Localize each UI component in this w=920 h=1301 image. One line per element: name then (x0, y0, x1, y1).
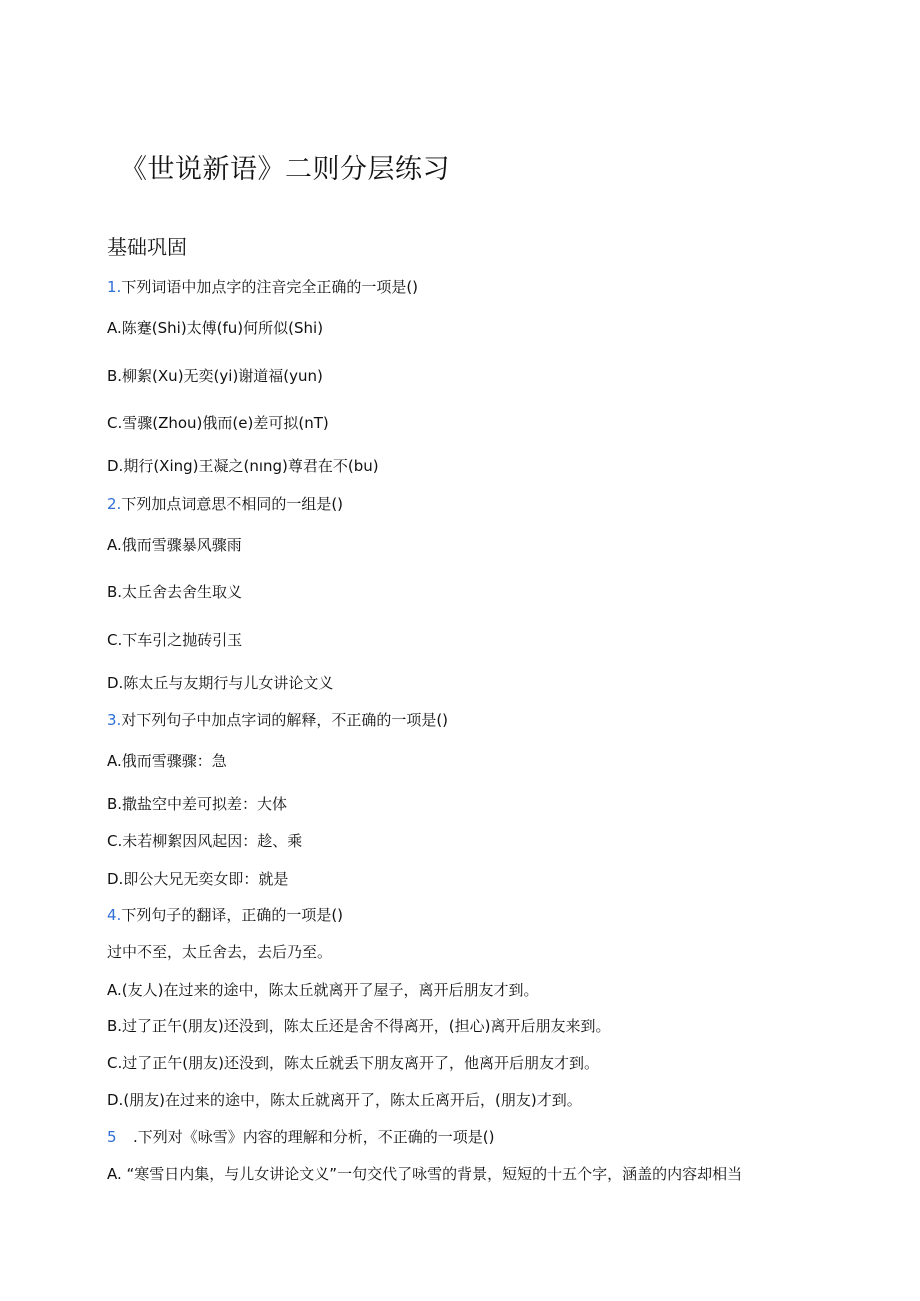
quoted-sentence: 过中不至，太丘舍去，去后乃至。 (107, 943, 333, 961)
question-2-stem (107, 494, 343, 514)
question-text: 对下列句子中加点字词的解释，不正确的一项是() (121, 711, 449, 729)
question-number: 4. (107, 906, 122, 924)
question-1-stem (107, 277, 418, 297)
question-number: 3. (107, 711, 122, 729)
option-c: C.雪骤(Zhou)俄而(e)差可拟(nT) (107, 414, 329, 432)
option-c: C.未若柳絮因风起因：趁、乘 (107, 832, 303, 850)
section-heading: 基础巩固 (107, 235, 187, 259)
option-a: A.陈蹇(Shi)太傅(fu)何所似(Shi) (107, 319, 324, 337)
option-d: D.(朋友)在过来的途中，陈太丘就离开了，陈太丘离开后，(朋友)才到。 (107, 1091, 582, 1109)
question-text: .下列对《咏雪》内容的理解和分析，不正确的一项是() (133, 1128, 495, 1146)
question-5-stem (107, 1127, 494, 1147)
option-b: B.撒盐空中差可拟差：大体 (107, 795, 288, 813)
option-c: C.过了正午(朋友)还没到，陈太丘就丢下朋友离开了，他离开后朋友才到。 (107, 1054, 599, 1072)
option-b: B.太丘舍去舍生取义 (107, 583, 243, 601)
question-number: 1. (107, 278, 122, 296)
question-4-stem (107, 905, 343, 925)
question-text: 下列加点词意思不相同的一组是() (121, 495, 344, 513)
option-a: A.(友人)在过来的途中，陈太丘就离开了屋子，离开后朋友才到。 (107, 981, 539, 999)
option-c: C.下车引之抛砖引玉 (107, 631, 243, 649)
question-number: 2. (107, 495, 122, 513)
question-text: 下列词语中加点字的注音完全正确的一项是() (121, 278, 419, 296)
option-a: A.俄而雪骤骤：急 (107, 752, 227, 770)
question-text: 下列句子的翻译，正确的一项是() (121, 906, 344, 924)
page-title: 《世说新语》二则分层练习 (120, 154, 450, 185)
option-a: A.俄而雪骤暴风骤雨 (107, 536, 242, 554)
option-a: A. “寒雪日内集，与儿女讲论文义”一句交代了咏雪的背景，短短的十五个字，涵盖的内容却相当 (107, 1165, 743, 1183)
option-b: B.柳絮(Xu)无奕(yi)谢道福(yun) (107, 367, 323, 385)
option-d: D.即公大兄无奕女即：就是 (107, 870, 289, 888)
option-d: D.期行(Xing)王凝之(nıng)尊君在不(bu) (107, 457, 379, 475)
question-3-stem (107, 710, 448, 730)
option-d: D.陈太丘与友期行与儿女讲论文义 (107, 674, 334, 692)
question-number: 5 (107, 1128, 117, 1146)
option-b: B.过了正午(朋友)还没到，陈太丘还是舍不得离开，(担心)离开后朋友来到。 (107, 1017, 611, 1035)
